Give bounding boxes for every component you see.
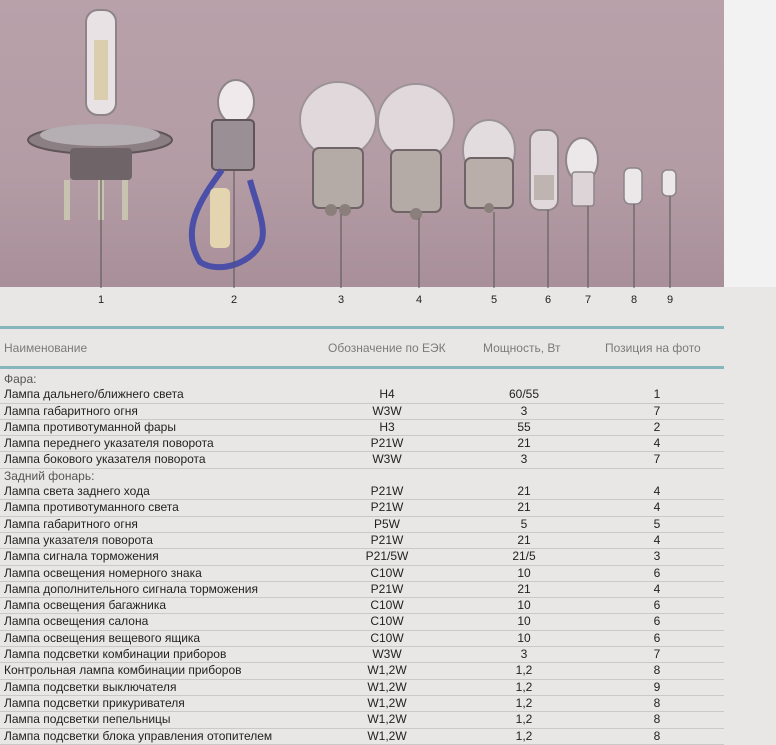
cell-name: Лампа освещения багажника bbox=[4, 598, 167, 613]
h3-fog-bulb-icon bbox=[192, 80, 263, 288]
cell-position: 7 bbox=[653, 647, 661, 662]
table-row bbox=[0, 647, 724, 663]
table-row bbox=[0, 729, 724, 745]
cell-position: 9 bbox=[653, 679, 661, 694]
cell-name: Лампа сигнала торможения bbox=[4, 549, 159, 564]
table-row bbox=[0, 663, 724, 679]
table-row bbox=[0, 614, 724, 630]
bulb-number-label: 9 bbox=[666, 294, 674, 306]
cell-name: Лампа дальнего/ближнего света bbox=[4, 387, 184, 402]
cell-position: 6 bbox=[653, 565, 661, 580]
table-row bbox=[0, 387, 724, 403]
cell-power: 10 bbox=[517, 630, 531, 645]
cell-name: Лампа дополнительного сигнала торможения bbox=[4, 581, 258, 596]
cell-name: Лампа подсветки комбинации приборов bbox=[4, 647, 227, 662]
cell-name: Лампа подсветки выключателя bbox=[4, 679, 177, 694]
cell-position: 7 bbox=[653, 452, 661, 467]
table-header-rule bbox=[0, 366, 724, 369]
cell-position: 3 bbox=[653, 549, 661, 564]
cell-name: Лампа габаритного огня bbox=[4, 516, 138, 531]
p5w-bulb-icon bbox=[463, 120, 515, 288]
bulb-number-label: 5 bbox=[490, 294, 498, 306]
cell-code: P21W bbox=[370, 581, 404, 596]
cell-position: 5 bbox=[653, 516, 661, 531]
cell-name: Лампа противотуманной фары bbox=[4, 419, 176, 434]
cell-code: P5W bbox=[373, 516, 400, 531]
table-section-heading bbox=[0, 469, 724, 484]
bulb-number-label: 4 bbox=[415, 294, 423, 306]
cell-name: Лампа переднего указателя поворота bbox=[4, 436, 214, 451]
header-name: Наименование bbox=[4, 341, 88, 355]
table-row bbox=[0, 436, 724, 452]
cell-power: 1,2 bbox=[515, 695, 533, 710]
cell-name: Лампа габаритного огня bbox=[4, 403, 138, 418]
cell-position: 2 bbox=[653, 419, 661, 434]
cell-name: Лампа подсветки прикуривателя bbox=[4, 695, 185, 710]
cell-code: W3W bbox=[372, 647, 402, 662]
bulbs-illustration bbox=[0, 0, 724, 290]
cell-position: 6 bbox=[653, 630, 661, 645]
table-section-heading bbox=[0, 372, 724, 387]
cell-name: Лампа света заднего хода bbox=[4, 484, 150, 499]
cell-name: Лампа противотуманного света bbox=[4, 500, 179, 515]
cell-power: 21 bbox=[517, 500, 531, 515]
cell-code: C10W bbox=[370, 565, 404, 580]
cell-power: 1,2 bbox=[515, 663, 533, 678]
cell-position: 4 bbox=[653, 532, 661, 547]
cell-power: 5 bbox=[520, 516, 528, 531]
cell-code: W1,2W bbox=[367, 728, 407, 743]
cell-power: 3 bbox=[520, 452, 528, 467]
table-row bbox=[0, 549, 724, 565]
cell-power: 10 bbox=[517, 598, 531, 613]
cell-position: 8 bbox=[653, 695, 661, 710]
h4-headlamp-bulb-icon bbox=[28, 10, 172, 288]
cell-name: Лампа подсветки блока управления отопителем bbox=[4, 728, 273, 743]
cell-power: 60/55 bbox=[508, 387, 540, 402]
cell-code: P21W bbox=[370, 436, 404, 451]
cell-power: 21 bbox=[517, 581, 531, 596]
cell-power: 55 bbox=[517, 419, 531, 434]
cell-name: Лампа освещения вещевого ящика bbox=[4, 630, 201, 645]
cell-code: W3W bbox=[372, 452, 402, 467]
bulb-number-label: 7 bbox=[584, 294, 592, 306]
w1-2w-wedge-bulb-icon bbox=[624, 168, 642, 288]
w3w-wedge-bulb-icon bbox=[566, 138, 598, 288]
cell-position: 4 bbox=[653, 581, 661, 596]
cell-code: P21W bbox=[370, 532, 404, 547]
table-row bbox=[0, 712, 724, 728]
bulb-number-label: 3 bbox=[337, 294, 345, 306]
cell-position: 6 bbox=[653, 614, 661, 629]
cell-position: 4 bbox=[653, 500, 661, 515]
section-label: Задний фонарь: bbox=[4, 468, 95, 483]
table-row bbox=[0, 452, 724, 468]
cell-power: 21 bbox=[517, 484, 531, 499]
cell-code: W1,2W bbox=[367, 712, 407, 727]
bulb-number-label: 1 bbox=[97, 294, 105, 306]
bulb-number-label: 2 bbox=[230, 294, 238, 306]
header-position: Позиция на фото bbox=[605, 341, 701, 355]
cell-code: C10W bbox=[370, 598, 404, 613]
cell-name: Лампа указателя поворота bbox=[4, 532, 153, 547]
cell-name: Лампа подсветки пепельницы bbox=[4, 712, 171, 727]
cell-position: 8 bbox=[653, 663, 661, 678]
cell-power: 1,2 bbox=[515, 728, 533, 743]
header-code: Обозначение по ЕЭК bbox=[328, 341, 446, 355]
cell-position: 4 bbox=[653, 484, 661, 499]
cell-power: 10 bbox=[517, 614, 531, 629]
cell-code: H4 bbox=[379, 387, 395, 402]
cell-position: 7 bbox=[653, 403, 661, 418]
cell-position: 8 bbox=[653, 728, 661, 743]
table-row bbox=[0, 680, 724, 696]
cell-code: W3W bbox=[372, 403, 402, 418]
cell-power: 3 bbox=[520, 647, 528, 662]
cell-code: P21W bbox=[370, 484, 404, 499]
p21w-bulb-icon bbox=[378, 84, 454, 288]
table-row bbox=[0, 582, 724, 598]
cell-power: 21/5 bbox=[512, 549, 536, 564]
header-power: Мощность, Вт bbox=[483, 341, 561, 355]
bulb-number-label: 6 bbox=[544, 294, 552, 306]
table-row bbox=[0, 598, 724, 614]
cell-name: Контрольная лампа комбинации приборов bbox=[4, 663, 242, 678]
cell-code: W1,2W bbox=[367, 679, 407, 694]
cell-code: W1,2W bbox=[367, 695, 407, 710]
table-body bbox=[0, 372, 724, 745]
w1-2w-miniature-bulb-icon bbox=[662, 170, 676, 288]
cell-power: 21 bbox=[517, 532, 531, 547]
cell-power: 10 bbox=[517, 565, 531, 580]
table-row bbox=[0, 566, 724, 582]
cell-power: 1,2 bbox=[515, 712, 533, 727]
cell-position: 4 bbox=[653, 436, 661, 451]
table-row bbox=[0, 500, 724, 516]
cell-power: 1,2 bbox=[515, 679, 533, 694]
cell-name: Лампа освещения салона bbox=[4, 614, 149, 629]
table-row bbox=[0, 420, 724, 436]
table-row bbox=[0, 696, 724, 712]
table-row bbox=[0, 404, 724, 420]
cell-code: P21W bbox=[370, 500, 404, 515]
table-row bbox=[0, 631, 724, 647]
table-top-rule bbox=[0, 326, 724, 329]
c10w-festoon-bulb-icon bbox=[530, 130, 558, 288]
cell-position: 6 bbox=[653, 598, 661, 613]
cell-name: Лампа освещения номерного знака bbox=[4, 565, 202, 580]
page-margin bbox=[724, 0, 776, 287]
table-row bbox=[0, 517, 724, 533]
cell-code: C10W bbox=[370, 630, 404, 645]
bulb-number-label: 8 bbox=[630, 294, 638, 306]
table-row bbox=[0, 533, 724, 549]
cell-name: Лампа бокового указателя поворота bbox=[4, 452, 206, 467]
section-label: Фара: bbox=[4, 372, 37, 386]
table-row bbox=[0, 484, 724, 500]
cell-code: W1,2W bbox=[367, 663, 407, 678]
cell-code: H3 bbox=[379, 419, 395, 434]
cell-power: 21 bbox=[517, 436, 531, 451]
cell-position: 8 bbox=[653, 712, 661, 727]
cell-code: C10W bbox=[370, 614, 404, 629]
cell-power: 3 bbox=[520, 403, 528, 418]
cell-position: 1 bbox=[653, 387, 661, 402]
bulb-table bbox=[0, 326, 724, 743]
cell-code: P21/5W bbox=[365, 549, 409, 564]
p21-5w-bulb-icon bbox=[300, 82, 376, 288]
